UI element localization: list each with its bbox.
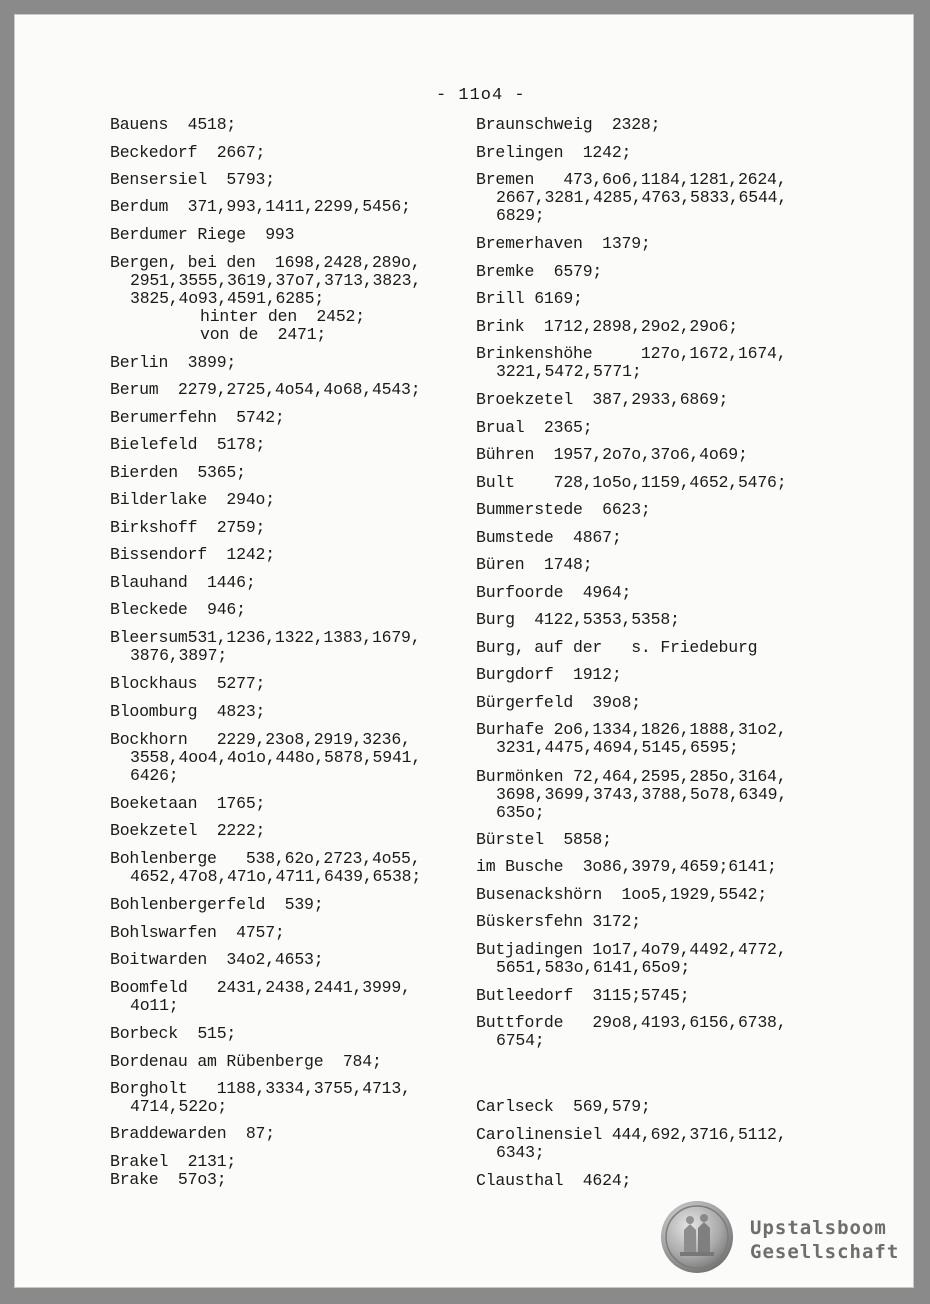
entry-continuation-line: 4o11; <box>130 996 179 1015</box>
index-entry <box>476 235 651 253</box>
index-entry <box>476 1172 631 1190</box>
index-entry <box>110 850 421 886</box>
index-entry <box>476 987 689 1005</box>
index-entry <box>476 694 641 712</box>
index-entry <box>110 464 246 482</box>
entry-place-line: Blockhaus 5277; <box>110 674 266 693</box>
index-entry <box>476 858 777 876</box>
entry-place-line: Blauhand 1446; <box>110 573 256 592</box>
entry-continuation-line: 6426; <box>130 766 179 785</box>
entry-place-line: Brill 6169; <box>476 289 583 308</box>
index-entry <box>110 436 265 454</box>
index-entry <box>110 354 236 372</box>
entry-place-line: Berdumer Riege 993 <box>110 225 295 244</box>
entry-place-line: Bohlenberge 538,62o,2723,4o55, <box>110 849 421 868</box>
index-entry <box>110 675 265 693</box>
entry-place-line: Bergen, bei den 1698,2428,289o, <box>110 253 421 272</box>
entry-place-line: Braddewarden 87; <box>110 1124 275 1143</box>
entry-place-line: Buttforde 29o8,4193,6156,6738, <box>476 1013 787 1032</box>
index-entry <box>110 546 275 564</box>
entry-continuation-line: 6754; <box>496 1031 545 1050</box>
entry-place-line: Borbeck 515; <box>110 1024 237 1043</box>
index-entry <box>110 1153 236 1171</box>
index-entry <box>110 822 265 840</box>
index-entry <box>110 629 420 665</box>
entry-place-line: Carolinensiel 444,692,3716,5112, <box>476 1125 787 1144</box>
entry-place-line: Carlseck 569,579; <box>476 1097 651 1116</box>
entry-place-line: Boekzetel 2222; <box>110 821 266 840</box>
index-entry <box>476 666 622 684</box>
entry-place-line: Boomfeld 2431,2438,2441,3999, <box>110 978 411 997</box>
entry-place-line: Berlin 3899; <box>110 353 237 372</box>
index-entry <box>110 896 323 914</box>
entry-continuation-line: von de 2471; <box>200 325 327 344</box>
entry-place-line: Busenackshörn 1oo5,1929,5542; <box>476 885 768 904</box>
entry-place-line: Brink 1712,2898,29o2,29o6; <box>476 317 738 336</box>
entry-place-line: Berumerfehn 5742; <box>110 408 285 427</box>
index-entry <box>476 474 786 492</box>
index-entry <box>476 768 787 822</box>
entry-place-line: Braunschweig 2328; <box>476 115 661 134</box>
entry-place-line: Bierden 5365; <box>110 463 246 482</box>
index-entry <box>476 611 680 629</box>
index-entry <box>110 171 275 189</box>
entry-place-line: Büren 1748; <box>476 555 593 574</box>
entry-place-line: Butjadingen 1o17,4o79,4492,4772, <box>476 940 787 959</box>
entry-place-line: Bremke 6579; <box>476 262 603 281</box>
index-entry <box>110 1025 236 1043</box>
entry-place-line: Bordenau am Rübenberge 784; <box>110 1052 382 1071</box>
index-entry <box>476 144 631 162</box>
entry-place-line: Bummerstede 6623; <box>476 500 651 519</box>
index-entry <box>110 601 246 619</box>
entry-continuation-line: 4652,47o8,471o,4711,6439,6538; <box>130 867 422 886</box>
index-entry <box>110 574 256 592</box>
index-entry <box>476 446 748 464</box>
entry-continuation-line: 2951,3555,3619,37o7,3713,3823, <box>130 271 422 290</box>
entry-place-line: Burmönken 72,464,2595,285o,3164, <box>476 767 787 786</box>
index-entry <box>110 1125 275 1143</box>
entry-place-line: Bumstede 4867; <box>476 528 622 547</box>
index-entry <box>476 1126 786 1162</box>
index-entry <box>476 556 592 574</box>
entry-place-line: Brinkenshöhe 127o,1672,1674, <box>476 344 787 363</box>
entry-continuation-line: hinter den 2452; <box>200 307 365 326</box>
index-entry <box>476 345 786 381</box>
index-entry <box>476 116 660 134</box>
entry-place-line: Bremerhaven 1379; <box>476 234 651 253</box>
entry-place-line: Bloomburg 4823; <box>110 702 266 721</box>
document-page <box>14 14 914 1288</box>
entry-continuation-line: 3698,3699,3743,3788,5o78,6349, <box>496 785 788 804</box>
entry-place-line: Boeketaan 1765; <box>110 794 266 813</box>
entry-continuation-line: 4714,522o; <box>130 1097 228 1116</box>
index-entry <box>476 501 651 519</box>
entry-place-line: Bleersum531,1236,1322,1383,1679, <box>110 628 421 647</box>
entry-continuation-line: 3221,5472,5771; <box>496 362 642 381</box>
index-entry <box>110 979 411 1015</box>
entry-place-line: im Busche 3o86,3979,4659;6141; <box>476 857 777 876</box>
index-entry <box>110 519 265 537</box>
index-entry <box>110 381 420 399</box>
entry-continuation-line: 3231,4475,4694,5145,6595; <box>496 738 739 757</box>
index-entry <box>110 795 265 813</box>
index-entry <box>110 924 285 942</box>
entry-continuation-line: 5651,583o,6141,65o9; <box>496 958 691 977</box>
entry-place-line: Bensersiel 5793; <box>110 170 275 189</box>
entry-place-line: Clausthal 4624; <box>476 1171 632 1190</box>
index-entry <box>476 171 787 225</box>
entry-place-line: Beckedorf 2667; <box>110 143 266 162</box>
index-entry <box>110 731 421 785</box>
entry-place-line: Bockhorn 2229,23o8,2919,3236, <box>110 730 411 749</box>
index-entry <box>476 639 757 657</box>
index-entry <box>110 491 275 509</box>
entry-place-line: Burg 4122,5353,5358; <box>476 610 680 629</box>
index-entry <box>110 198 411 216</box>
index-entry <box>110 1053 382 1071</box>
entry-place-line: Bauens 4518; <box>110 115 237 134</box>
entry-place-line: Brake 57o3; <box>110 1170 227 1189</box>
entry-place-line: Bielefeld 5178; <box>110 435 266 454</box>
index-entry <box>476 941 786 977</box>
entry-place-line: Bohlswarfen 4757; <box>110 923 285 942</box>
index-entry <box>110 254 421 344</box>
entry-place-line: Bühren 1957,2o7o,37o6,4o69; <box>476 445 748 464</box>
index-entry <box>110 1171 226 1189</box>
entry-continuation-line: 2667,3281,4285,4763,5833,6544, <box>496 188 788 207</box>
entry-place-line: Bürstel 5858; <box>476 830 612 849</box>
society-name-line2: Gesellschaft <box>750 1241 900 1263</box>
entry-continuation-line: 635o; <box>496 803 545 822</box>
index-entry <box>476 529 622 547</box>
entry-place-line: Bürgerfeld 39o8; <box>476 693 641 712</box>
entry-place-line: Brual 2365; <box>476 418 593 437</box>
index-entry <box>110 951 323 969</box>
index-entry <box>110 1080 411 1116</box>
index-entry <box>476 1098 651 1116</box>
index-entry <box>476 290 583 308</box>
entry-place-line: Burg, auf der s. Friedeburg <box>476 638 758 657</box>
entry-place-line: Berdum 371,993,1411,2299,5456; <box>110 197 411 216</box>
entry-place-line: Bult 728,1o5o,1159,4652,5476; <box>476 473 787 492</box>
index-entry <box>110 144 265 162</box>
society-wordmark <box>750 1216 899 1264</box>
entry-place-line: Bleckede 946; <box>110 600 246 619</box>
index-entry <box>476 584 631 602</box>
society-name-line1: Upstalsboom <box>750 1217 887 1239</box>
entry-continuation-line: 3558,4oo4,4o1o,448o,5878,5941, <box>130 748 422 767</box>
index-entry <box>110 409 285 427</box>
index-entry <box>476 318 738 336</box>
entry-place-line: Birkshoff 2759; <box>110 518 266 537</box>
entry-place-line: Borgholt 1188,3334,3755,4713, <box>110 1079 411 1098</box>
entry-continuation-line: 6829; <box>496 206 545 225</box>
page-number: - 11o4 - <box>436 86 526 105</box>
index-entry <box>476 419 592 437</box>
entry-place-line: Berum 2279,2725,4o54,4o68,4543; <box>110 380 421 399</box>
entry-place-line: Butleedorf 3115;5745; <box>476 986 690 1005</box>
entry-place-line: Bilderlake 294o; <box>110 490 275 509</box>
entry-place-line: Burgdorf 1912; <box>476 665 622 684</box>
entry-place-line: Burhafe 2o6,1334,1826,1888,31o2, <box>476 720 787 739</box>
index-entry <box>476 886 767 904</box>
entry-place-line: Burfoorde 4964; <box>476 583 632 602</box>
index-entry <box>476 831 612 849</box>
index-entry <box>476 391 728 409</box>
entry-place-line: Büskersfehn 3172; <box>476 912 641 931</box>
index-entry <box>110 703 265 721</box>
index-entry <box>476 721 786 757</box>
index-entry <box>110 226 294 244</box>
entry-continuation-line: 3876,3897; <box>130 646 228 665</box>
index-entry <box>476 1014 786 1050</box>
entry-place-line: Boitwarden 34o2,4653; <box>110 950 324 969</box>
entry-place-line: Bremen 473,6o6,1184,1281,2624, <box>476 170 787 189</box>
entry-place-line: Brakel 2131; <box>110 1152 237 1171</box>
entry-continuation-line: 6343; <box>496 1143 545 1162</box>
society-seal-icon <box>660 1200 734 1274</box>
entry-place-line: Broekzetel 387,2933,6869; <box>476 390 729 409</box>
index-entry <box>476 263 602 281</box>
entry-place-line: Bissendorf 1242; <box>110 545 275 564</box>
index-entry <box>476 913 641 931</box>
entry-place-line: Brelingen 1242; <box>476 143 632 162</box>
index-entry <box>110 116 236 134</box>
entry-place-line: Bohlenbergerfeld 539; <box>110 895 324 914</box>
entry-continuation-line: 3825,4o93,4591,6285; <box>130 289 325 308</box>
